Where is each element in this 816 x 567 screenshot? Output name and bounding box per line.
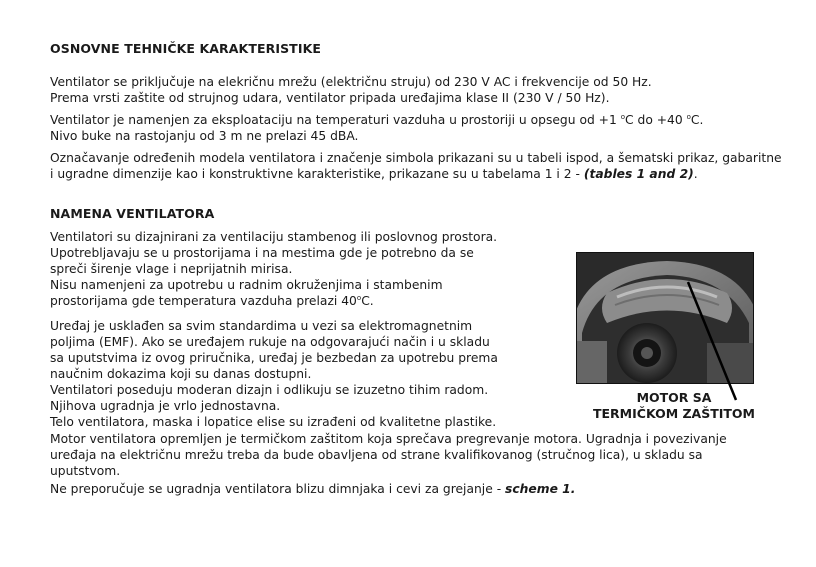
paragraph-line: uputstvom. — [50, 464, 121, 478]
text-run: i ugradne dimenzije kao i konstruktivne karakteristike, prikazane su u tabelama 1 i 2 - — [50, 167, 584, 181]
text-run: C. — [361, 294, 374, 308]
tables-reference: (tables 1 and 2) — [583, 167, 694, 181]
figure-caption-line1: MOTOR SA — [636, 390, 712, 405]
paragraph-line: uređaja na električnu mrežu treba da bude obavljena od strane kvalifikovanog (stručnog lica), u skladu sa — [50, 448, 703, 462]
figure-caption-line2: TERMIČKOM ZAŠTITOM — [592, 406, 755, 421]
paragraph-line: Nisu namenjeni za upotrebu u radnim okruženjima i stambenim — [50, 278, 443, 292]
paragraph-line: Ventilator se priključuje na elekričnu mrežu (električnu struju) od 230 V AC i frekvencije od 50 Hz. — [50, 75, 652, 89]
paragraph-line: Označavanje određenih modela ventilatora i značenje simbola prikazani su u tabeli ispod, a šematski prikaz, gabaritne — [50, 151, 782, 165]
scheme-reference: scheme 1. — [505, 482, 576, 496]
text-run: . — [693, 167, 698, 181]
text-run: prostorijama gde temperatura vazduha prelazi 40 — [50, 294, 357, 308]
paragraph-line: Motor ventilatora opremljen je termičkom zaštitom koja sprečava pregrevanje motora. Ugradnja i povezivanje — [50, 432, 727, 446]
section-heading-technical: OSNOVNE TEHNIČKE KARAKTERISTIKE — [50, 41, 321, 56]
paragraph-line: Nivo buke na rastojanju od 3 m ne prelazi 45 dBA. — [50, 129, 359, 143]
degree-superscript: o — [686, 113, 691, 121]
paragraph-line: Ventilatori su dizajnirani za ventilaciju stambenog ili poslovnog prostora. — [50, 230, 498, 244]
paragraph-line: sa uputstvima iz ovog priručnika, uređaj je bezbedan za upotrebu prema — [50, 351, 498, 365]
paragraph-line: Prema vrsti zaštite od strujnog udara, ventilator pripada uređajima klase II (230 V / 50 Hz). — [50, 91, 610, 105]
text-run: C do +40 — [625, 113, 687, 127]
paragraph-line: Upotrebljavaju se u prostorijama i na mestima gde je potrebno da se — [50, 246, 474, 260]
degree-superscript: o — [356, 294, 362, 302]
paragraph-line: spreči širenje vlage i neprijatnih mirisa. — [50, 262, 293, 276]
paragraph-line: Ventilatori poseduju moderan dizajn i odlikuju se izuzetno tihim radom. — [50, 383, 489, 397]
section-heading-purpose: NAMENA VENTILATORA — [50, 206, 215, 221]
text-run: Ventilator je namenjen za eksploataciju na temperaturi vazduha u prostoriji u opsegu od +1 — [50, 113, 621, 127]
paragraph-line: Njihova ugradnja je vrlo jednostavna. — [50, 399, 281, 413]
paragraph-line: Uređaj je usklađen sa svim standardima u vezi sa elektromagnetnim — [50, 319, 473, 333]
paragraph-line: Telo ventilatora, maska i lopatice elise su izrađeni od kvalitetne plastike. — [50, 415, 497, 429]
degree-superscript: o — [620, 113, 626, 121]
paragraph-line: naučnim dokazima koji su danas dostupni. — [50, 367, 312, 381]
paragraph-line: poljima (EMF). Ako se uređajem rukuje na odgovarajući način i u skladu — [50, 335, 490, 349]
text-run: Ne preporučuje se ugradnja ventilatora blizu dimnjaka i cevi za grejanje - — [50, 482, 506, 496]
text-run: C. — [690, 113, 704, 127]
